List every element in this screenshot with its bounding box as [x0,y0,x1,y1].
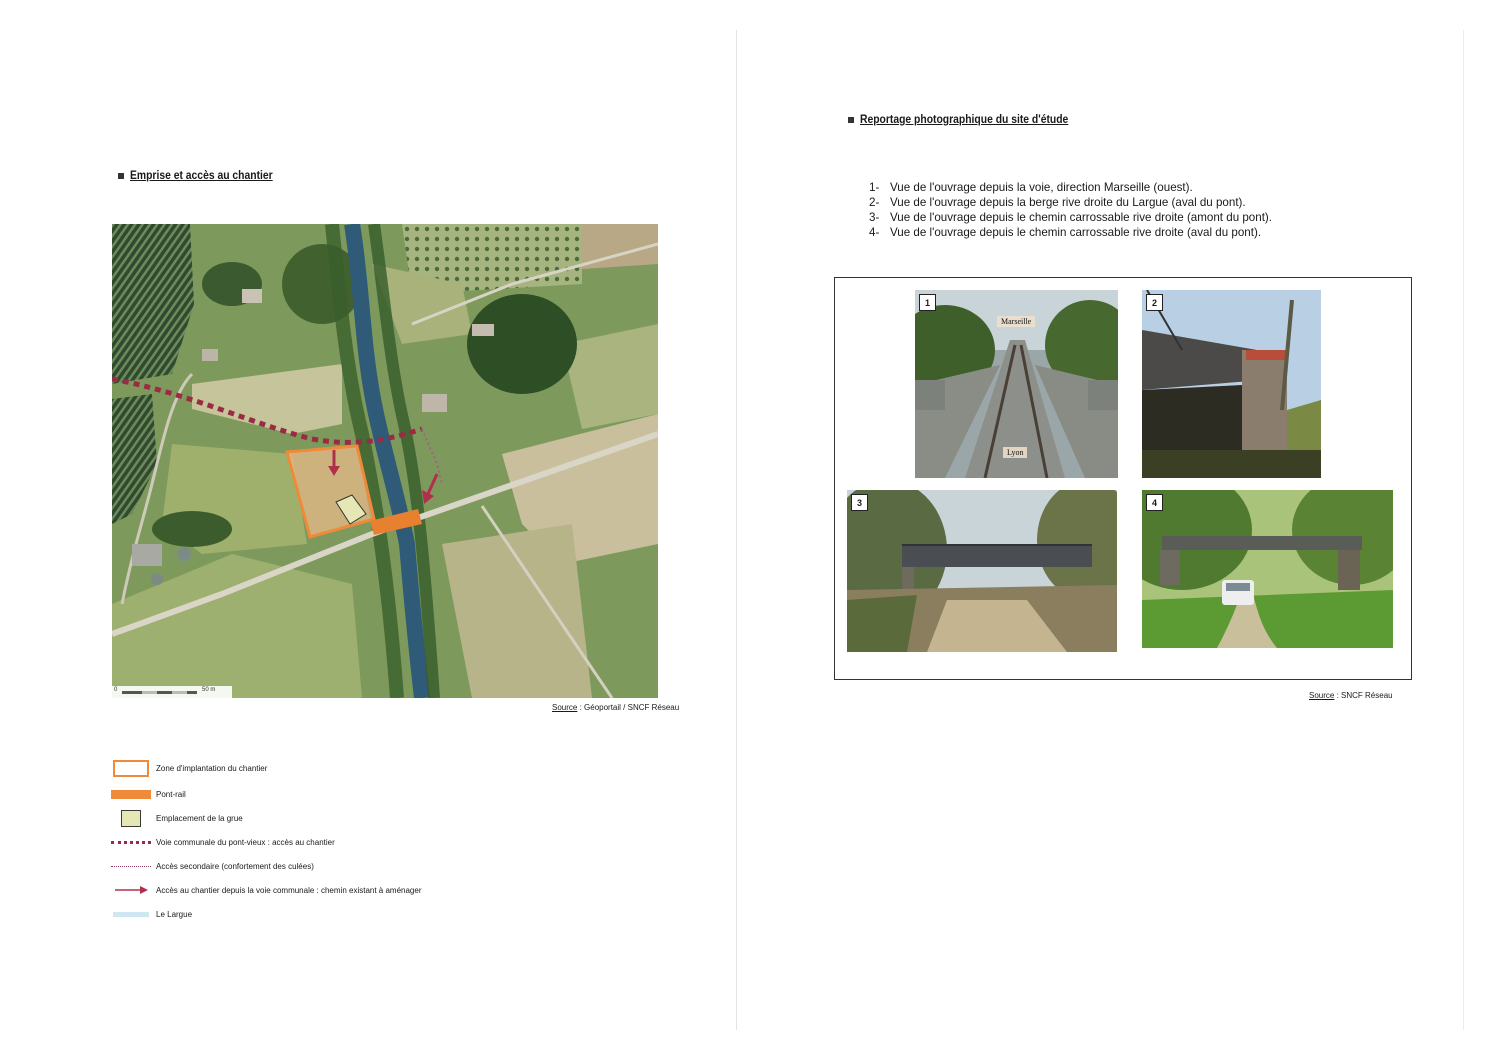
section-title-reportage: Reportage photographique du site d'étude [848,114,1091,126]
legend-item-secondary: Accès secondaire (confortement des culées) [110,854,470,878]
pont-rail-icon [111,790,151,799]
list-item: 2- Vue de l'ouvrage depuis la berge rive droite du Largue (aval du pont). [869,196,1246,209]
photo-2 [1142,290,1321,478]
river-line-icon [113,912,149,917]
photo-1 [915,290,1118,478]
map-scale-start: 0 [114,687,118,693]
map-legend [110,754,470,926]
photo-caption-list [869,180,1272,240]
grue-square-icon [121,810,141,827]
tag-marseille: Marseille [997,316,1035,327]
source-value: : Géoportail / SNCF Réseau [577,703,680,712]
photo-number-badge: 3 [851,494,868,511]
page-edge [1463,30,1464,1030]
legend-item-zone: Zone d'implantation du chantier [110,754,470,782]
photo-source [1309,691,1393,700]
photo-2-image [1142,290,1321,478]
fine-dotted-line-icon [111,866,151,867]
aerial-map [112,224,658,698]
source-value: : SNCF Réseau [1334,691,1393,700]
section-title-emprise: Emprise et accès au chantier [118,170,289,182]
aerial-map-image [112,224,658,698]
list-item: 3- Vue de l'ouvrage depuis le chemin carrossable rive droite (amont du pont). [869,211,1273,224]
bullet-icon [848,117,854,123]
list-item: 1- Vue de l'ouvrage depuis la voie, direction Marseille (ouest). [869,181,1193,194]
photo-number-badge: 1 [919,294,936,311]
source-label: Source [1309,691,1335,700]
legend-item-grue: Emplacement de la grue [110,806,470,830]
photo-3-image [847,490,1117,652]
map-source [552,703,679,712]
legend-item-access: Accès au chantier depuis la voie communale : chemin existant à aménager [110,878,470,902]
zone-outline-icon [113,760,149,777]
photo-frame [834,277,1412,680]
arrow-right-icon [111,885,151,895]
photo-4 [1142,490,1393,648]
photo-number-badge: 2 [1146,294,1163,311]
photo-4-image [1142,490,1393,648]
legend-item-voie: Voie communale du pont-vieux : accès au chantier [110,830,470,854]
dotted-line-icon [111,841,151,844]
page-divider [736,30,737,1030]
list-item: 4- Vue de l'ouvrage depuis le chemin carrossable rive droite (aval du pont). [869,226,1262,239]
legend-item-pont-rail: Pont-rail [110,782,470,806]
photo-3 [847,490,1117,652]
bullet-icon [118,173,124,179]
source-label: Source [552,703,578,712]
legend-item-largue: Le Largue [110,902,470,926]
map-scale-end: 50 m [202,687,216,693]
photo-number-badge: 4 [1146,494,1163,511]
tag-lyon: Lyon [1003,447,1027,458]
